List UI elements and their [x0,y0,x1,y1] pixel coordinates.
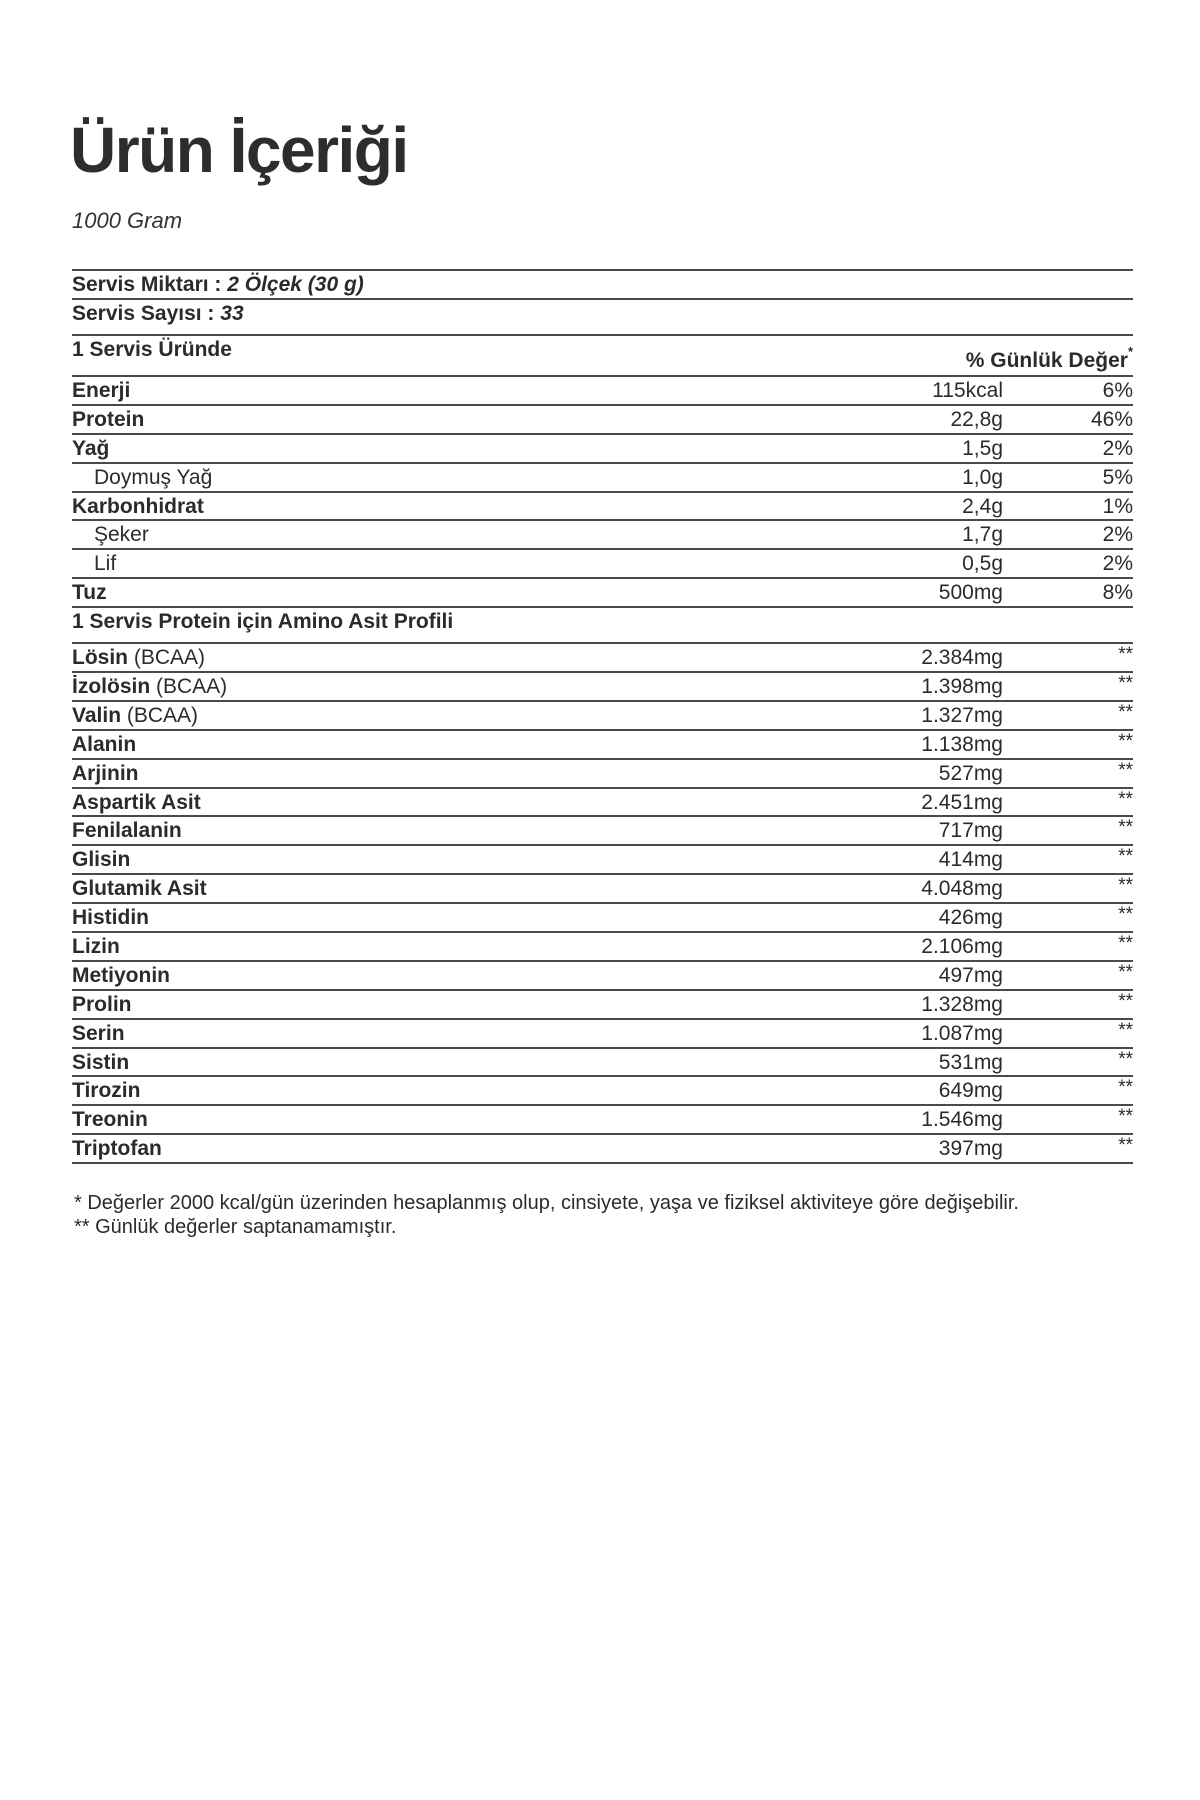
amino-row [72,642,1133,671]
amino-amount: 426mg [938,906,1003,930]
nutrition-row [72,548,1133,577]
amino-name: Arjinin [72,761,139,785]
nutrient-daily-value: 2% [1102,523,1133,547]
amino-row [72,1075,1133,1104]
no-daily-value-mark: ** [1118,673,1133,695]
no-daily-value-mark: ** [1118,1077,1133,1099]
bcaa-tag: (BCAA) [150,675,228,699]
no-daily-value-mark: ** [1118,933,1133,955]
nutrition-row [72,577,1133,606]
nutrition-row [72,491,1133,520]
no-daily-value-mark: ** [1118,1048,1133,1070]
amino-name: Serin [72,1021,125,1045]
footnote-daily-value: * Değerler 2000 kcal/gün üzerinden hesaplanmış olup, cinsiyete, yaşa ve fiziksel aktiviteye göre değişebilir. [74,1192,1019,1214]
amino-row [72,844,1133,873]
footnote-not-established: ** Günlük değerler saptanamamıştır. [74,1216,397,1238]
amino-rows [72,642,1133,1162]
amino-amount: 1.138mg [921,732,1003,756]
nutrition-row [72,375,1133,404]
amino-row [72,671,1133,700]
amino-row [72,815,1133,844]
amino-row [72,1104,1133,1133]
no-daily-value-mark: ** [1118,990,1133,1012]
nutrition-table [72,269,1133,1164]
no-daily-value-mark: ** [1118,817,1133,839]
amino-name: Metiyonin [72,963,170,987]
serving-size-value: 2 Ölçek (30 g) [227,273,364,296]
amino-section-title: 1 Servis Protein için Amino Asit Profili [72,610,454,634]
nutrient-name: Karbonhidrat [72,494,204,518]
amino-name: Alanin [72,732,137,756]
no-daily-value-mark: ** [1118,701,1133,723]
nutrient-name: Lif [94,552,117,576]
nutrient-name: Enerji [72,379,131,402]
nutrition-section-title: 1 Servis Üründe [72,338,232,361]
nutrition-row [72,462,1133,491]
amino-amount: 1.398mg [921,675,1003,699]
nutrient-name: Doymuş Yağ [94,465,213,489]
amino-row [72,758,1133,787]
no-daily-value-mark: ** [1118,904,1133,926]
no-daily-value-mark: ** [1118,788,1133,810]
amino-amount: 1.328mg [921,992,1003,1016]
amino-row [72,960,1133,989]
no-daily-value-mark: ** [1118,644,1133,666]
amino-row [72,729,1133,758]
amino-row [72,931,1133,960]
amino-row [72,873,1133,902]
amino-row [72,700,1133,729]
bcaa-tag: (BCAA) [121,703,199,727]
serving-count-label: Servis Sayısı : [72,302,221,325]
amino-name: Treonin [72,1108,148,1132]
amino-name: Prolin [72,992,132,1016]
page-title: Ürün İçeriği [70,114,408,186]
amino-row [72,989,1133,1018]
amino-row [72,902,1133,931]
nutrient-amount: 1,0g [962,465,1003,489]
amino-row [72,1047,1133,1076]
amino-row [72,1133,1133,1162]
amino-amount: 1.327mg [921,703,1003,727]
nutrient-amount: 2,4g [962,494,1003,518]
amino-amount: 2.106mg [921,935,1003,959]
nutrient-daily-value: 6% [1102,379,1133,402]
amino-amount: 4.048mg [921,877,1003,901]
nutrient-name: Tuz [72,581,107,605]
amino-name: Sistin [72,1050,130,1074]
amino-name: Lösin [72,646,128,670]
no-daily-value-mark: ** [1118,1019,1133,1041]
amino-amount: 397mg [938,1137,1003,1161]
nutrient-amount: 22,8g [950,407,1003,431]
amino-amount: 497mg [938,963,1003,987]
no-daily-value-mark: ** [1118,730,1133,752]
amino-amount: 1.546mg [921,1108,1003,1132]
nutrient-name: Şeker [94,523,149,547]
serving-size-label: Servis Miktarı : [72,273,228,296]
nutrient-daily-value: 5% [1102,465,1133,489]
nutrient-name: Protein [72,407,145,431]
amino-row [72,1018,1133,1047]
no-daily-value-mark: ** [1118,961,1133,983]
footnote-mark: * [1127,344,1133,359]
nutrient-daily-value: 1% [1102,494,1133,518]
amino-name: Fenilalanin [72,819,182,843]
nutrition-rows [72,375,1133,606]
nutrient-name: Yağ [72,436,110,460]
serving-count-value: 33 [220,302,244,325]
amino-name: Tirozin [72,1079,141,1103]
no-daily-value-mark: ** [1118,875,1133,897]
amino-amount: 527mg [938,761,1003,785]
package-size: 1000 Gram [72,208,183,233]
amino-amount: 1.087mg [921,1021,1003,1045]
amino-name: Aspartik Asit [72,790,201,814]
amino-amount: 2.451mg [921,790,1003,814]
amino-amount: 531mg [938,1050,1003,1074]
nutrition-row [72,519,1133,548]
nutrient-amount: 500mg [938,581,1003,605]
footnotes [74,1191,1019,1239]
no-daily-value-mark: ** [1118,846,1133,868]
amino-amount: 414mg [938,848,1003,872]
nutrient-daily-value: 8% [1102,581,1133,605]
nutrient-daily-value: 46% [1090,407,1133,431]
daily-value-header: % Günlük Değer* [965,344,1133,372]
amino-name: Lizin [72,935,120,959]
amino-row [72,787,1133,816]
amino-name: İzolösin [72,675,151,699]
amino-name: Triptofan [72,1137,162,1161]
serving-size-row [72,269,1133,298]
nutrient-amount: 0,5g [962,552,1003,576]
nutrient-amount: 1,7g [962,523,1003,547]
amino-name: Glutamik Asit [72,877,207,901]
nutrition-section-header [72,334,1133,375]
nutrient-amount: 1,5g [962,436,1003,460]
amino-name: Glisin [72,848,131,872]
table-bottom-rule [72,1162,1133,1164]
bcaa-tag: (BCAA) [128,646,206,670]
nutrition-row [72,404,1133,433]
amino-amount: 649mg [938,1079,1003,1103]
serving-count-row [72,298,1133,334]
no-daily-value-mark: ** [1118,1135,1133,1157]
amino-name: Valin [72,703,122,727]
nutrient-daily-value: 2% [1102,552,1133,576]
amino-amount: 717mg [938,819,1003,843]
amino-section-header [72,606,1133,642]
nutrient-daily-value: 2% [1102,436,1133,460]
amino-name: Histidin [72,906,149,930]
no-daily-value-mark: ** [1118,759,1133,781]
no-daily-value-mark: ** [1118,1106,1133,1128]
nutrition-row [72,433,1133,462]
amino-amount: 2.384mg [921,646,1003,670]
nutrient-amount: 115kcal [932,379,1003,402]
